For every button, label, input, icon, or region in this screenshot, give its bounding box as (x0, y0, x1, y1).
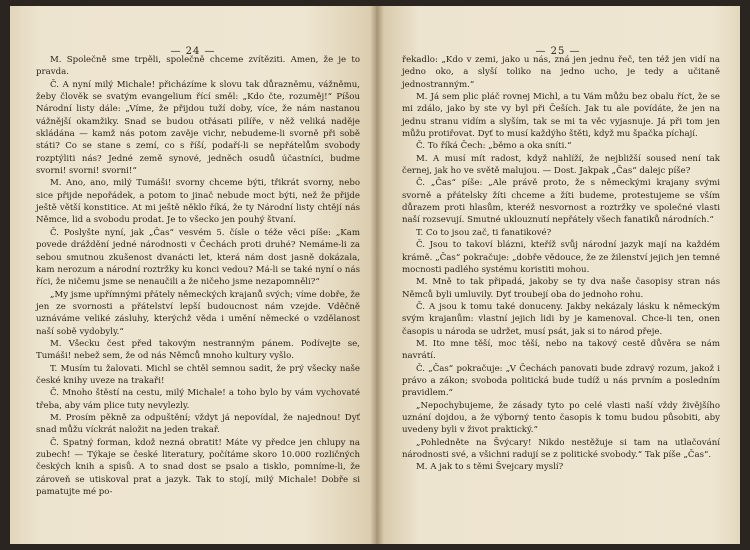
paragraph: „Nepochybujeme, že zásady tyto po celé vlasti naší vždy živějšího uznání dojdou, a že výborný tento časopis k tomu budou působiti, aby uvedeny byli v život praktický.“ (402, 400, 720, 436)
paragraph: Č. A nyní milý Michale! přicházíme k slovu tak důrazněmu, vážněmu, žeby člověk se svatým evangelium řící směl: „Kdo čte, rozuměj!“ Píšou Národní listy dále: „Víme, že přijdou tuží doby, více, že nám nastanou vážnější okamžiky. Snad se budou otřásati pilíře, v něž veliká naděje skládána — kamž nás potom zavěje vichr, nebudeme-li svorně při sobě státi? Co se stane s zemí, co s říší, podaří-li se nepřátelům svobody rozptýliti nás? Jedné země synové, jedněch osudů účastníci, budme svorni! svorni! svorni!“ (36, 79, 360, 177)
paragraph: „My jsme upřímnými přátely německých krajanů svých; víme dobře, že jen ze svornosti a přátelství lepší budoucnost nám vzejde. Vděčně uznáváme veliké zásluhy, kterýchž věda i umění německé o vzdělanost naší sobě vydobyly.“ (36, 289, 360, 337)
paragraph: M. Společně sme trpěli, společně chceme zvítěziti. Amen, že je to pravda. (36, 55, 360, 78)
paragraph: Č. A jsou k tomu také donuceny. Jakby nekázaly lásku k německým svým krajanům: vlastní jejich lidi by je kamenoval. Chce-li ten, onen časopis u národa se udržet, musí psát, jak si to národ přeje. (402, 301, 720, 337)
paragraph: M. Všecku čest před takovým nestranným pánem. Podívejte se, Tumáši! nebež sem, že od nás Němců mnoho kultury vyšlo. (36, 338, 360, 362)
paragraph: Č. „Čas“ pokračuje: „V Čechách panovati bude zdravý rozum, jakož i právo a zákon; svoboda politická bude tudíž u nás prvním a posledním pravidlem.“ (402, 363, 720, 399)
paragraph: Č. Mnoho štěstí na cestu, milý Michale! a toho bylo by vám vychovaté třeba, aby vám plice tuty nevylezly. (36, 388, 360, 411)
paragraph: T. Co to jsou zač, ti fanatikové? (416, 227, 552, 238)
paragraph: M. Já sem plic pláč rovnej Michl, a tu Vám můžu bez obalu říct, že se mi zdálo, jako by ste vy byl při Češích. Jak tu ale povídáte, že jen na jednu stranu vidím a slyším, tak se mi ta věc vyjasnuje. Já při tom jen můžu protiřovat. Dyť to musí každýho štěti, když mu špačka píchají. (402, 92, 720, 140)
paragraph: M. Prosím pěkně za odpuštění; vždyt já nepovídal, že najednou! Dyť snad můžu víckrát naložit na jeden trakař. (36, 412, 360, 436)
paragraph: M. Mně to tak připadá, jakoby se ty dva naše časopisy stran nás Němců byli umluvily. Dyť troubejí oba do jednoho rohu. (402, 277, 720, 300)
page-number-left: — 24 — (170, 46, 216, 57)
paragraph: řekadlo: „Kdo v zemi, jako u nás, zná jen jednu řeč, ten též jen vidí na jedno oko, a slyší toliko na jedno ucho, je tedy a učitaně jednostranným.“ (402, 55, 720, 90)
paragraph: Č. Spatný forman, kdož nezná obratit! Máte vy předce jen chlupy na zubech! — Týkaje se české literatury, počítáme skoro 10.000 rozličných českých knih a spisů. A to snad dost se psalo a tisklo, pomníme-li, že zároveň se utiskoval prat a jazyk. Tak to stojí, milý Michale! Dobře si pamatujte mé po- (36, 437, 360, 498)
open-book (10, 6, 740, 544)
paragraph: M. A musí mít radost, když nahlíží, že nejbližší soused není tak černej, jak ho ve světě malujou. — Dost. Jakpak „Čas“ dalejc píše? (402, 153, 720, 177)
right-page-text (402, 54, 720, 474)
left-page (10, 6, 376, 544)
paragraph: T. Musím tu žalovati. Michl se chtěl semnou sadit, že prý všecky naše české knihy uveze na trakaři! (36, 363, 360, 386)
paragraph: Č. „Čas“ píše: „Ale právě proto, že s německými krajany svými svorně a přátelsky žíti chceme a žíti budeme, protestujeme se vším důrazem proti hlasům, kteréž nesvornost a roztržky ve společné vlasti naší rozsevují. Smutné uklouznutí nepřátely všech fanatiků národních.“ (402, 178, 720, 226)
paragraph: Č. Jsou to takoví blázni, kteříž svůj národní jazyk mají na každém krámě. „Čas“ pokračuje: „dobře vědouce, že ze žilenství jejich jen temné mocnosti padlého systému koristiti mohou. (402, 240, 720, 275)
paragraph: „Pohledněte na Švýcary! Nikdo nestěžuje si tam na utlačování národnosti své, a všichni radují se z politické svobody.“ Tak píše „Čas“. (402, 437, 720, 460)
page-number-right: — 25 — (535, 46, 581, 57)
paragraph: M. Ano, ano, milý Tumáši! svorny chceme býti, třikrát svorny, nebo sice přijde nepořádek, a potom to jinač nebude moct býti, než že přijde ještě větší konstitice. At mi ještě něklo říká, že ty Národní listy chtějí nás Němce, lid a svobodu prodat. Je to všecko jen pouhý štvaní. (36, 178, 360, 226)
paragraph: Č. Poslyšte nyní, jak „Čas“ vesvém 5. čísle o téže věci píše: „Kam povede dráždění jedné národnosti v Čechách proti druhé? Nemáme-li za sebou smutnou zkušenost dvanácti let, která nám dost jasně dokázala, kam nerozum a národní roztržky ku konci vedou? Má-li se také nyní o nás říci, že ničemu jsme se nenaučili a že ničeho jsme nezapomněli?“ (36, 227, 360, 288)
paragraph: M. Ito mne těší, moc těší, nebo na takový cestě důvěra se nám navrátí. (402, 338, 720, 362)
right-page (376, 6, 740, 544)
left-page-text (36, 54, 360, 498)
paragraph: Č. To říká Čech: „běmo a oka sníti.“ (416, 141, 572, 152)
paragraph: M. A jak to s těmi Švejcary myslí? (416, 462, 564, 473)
